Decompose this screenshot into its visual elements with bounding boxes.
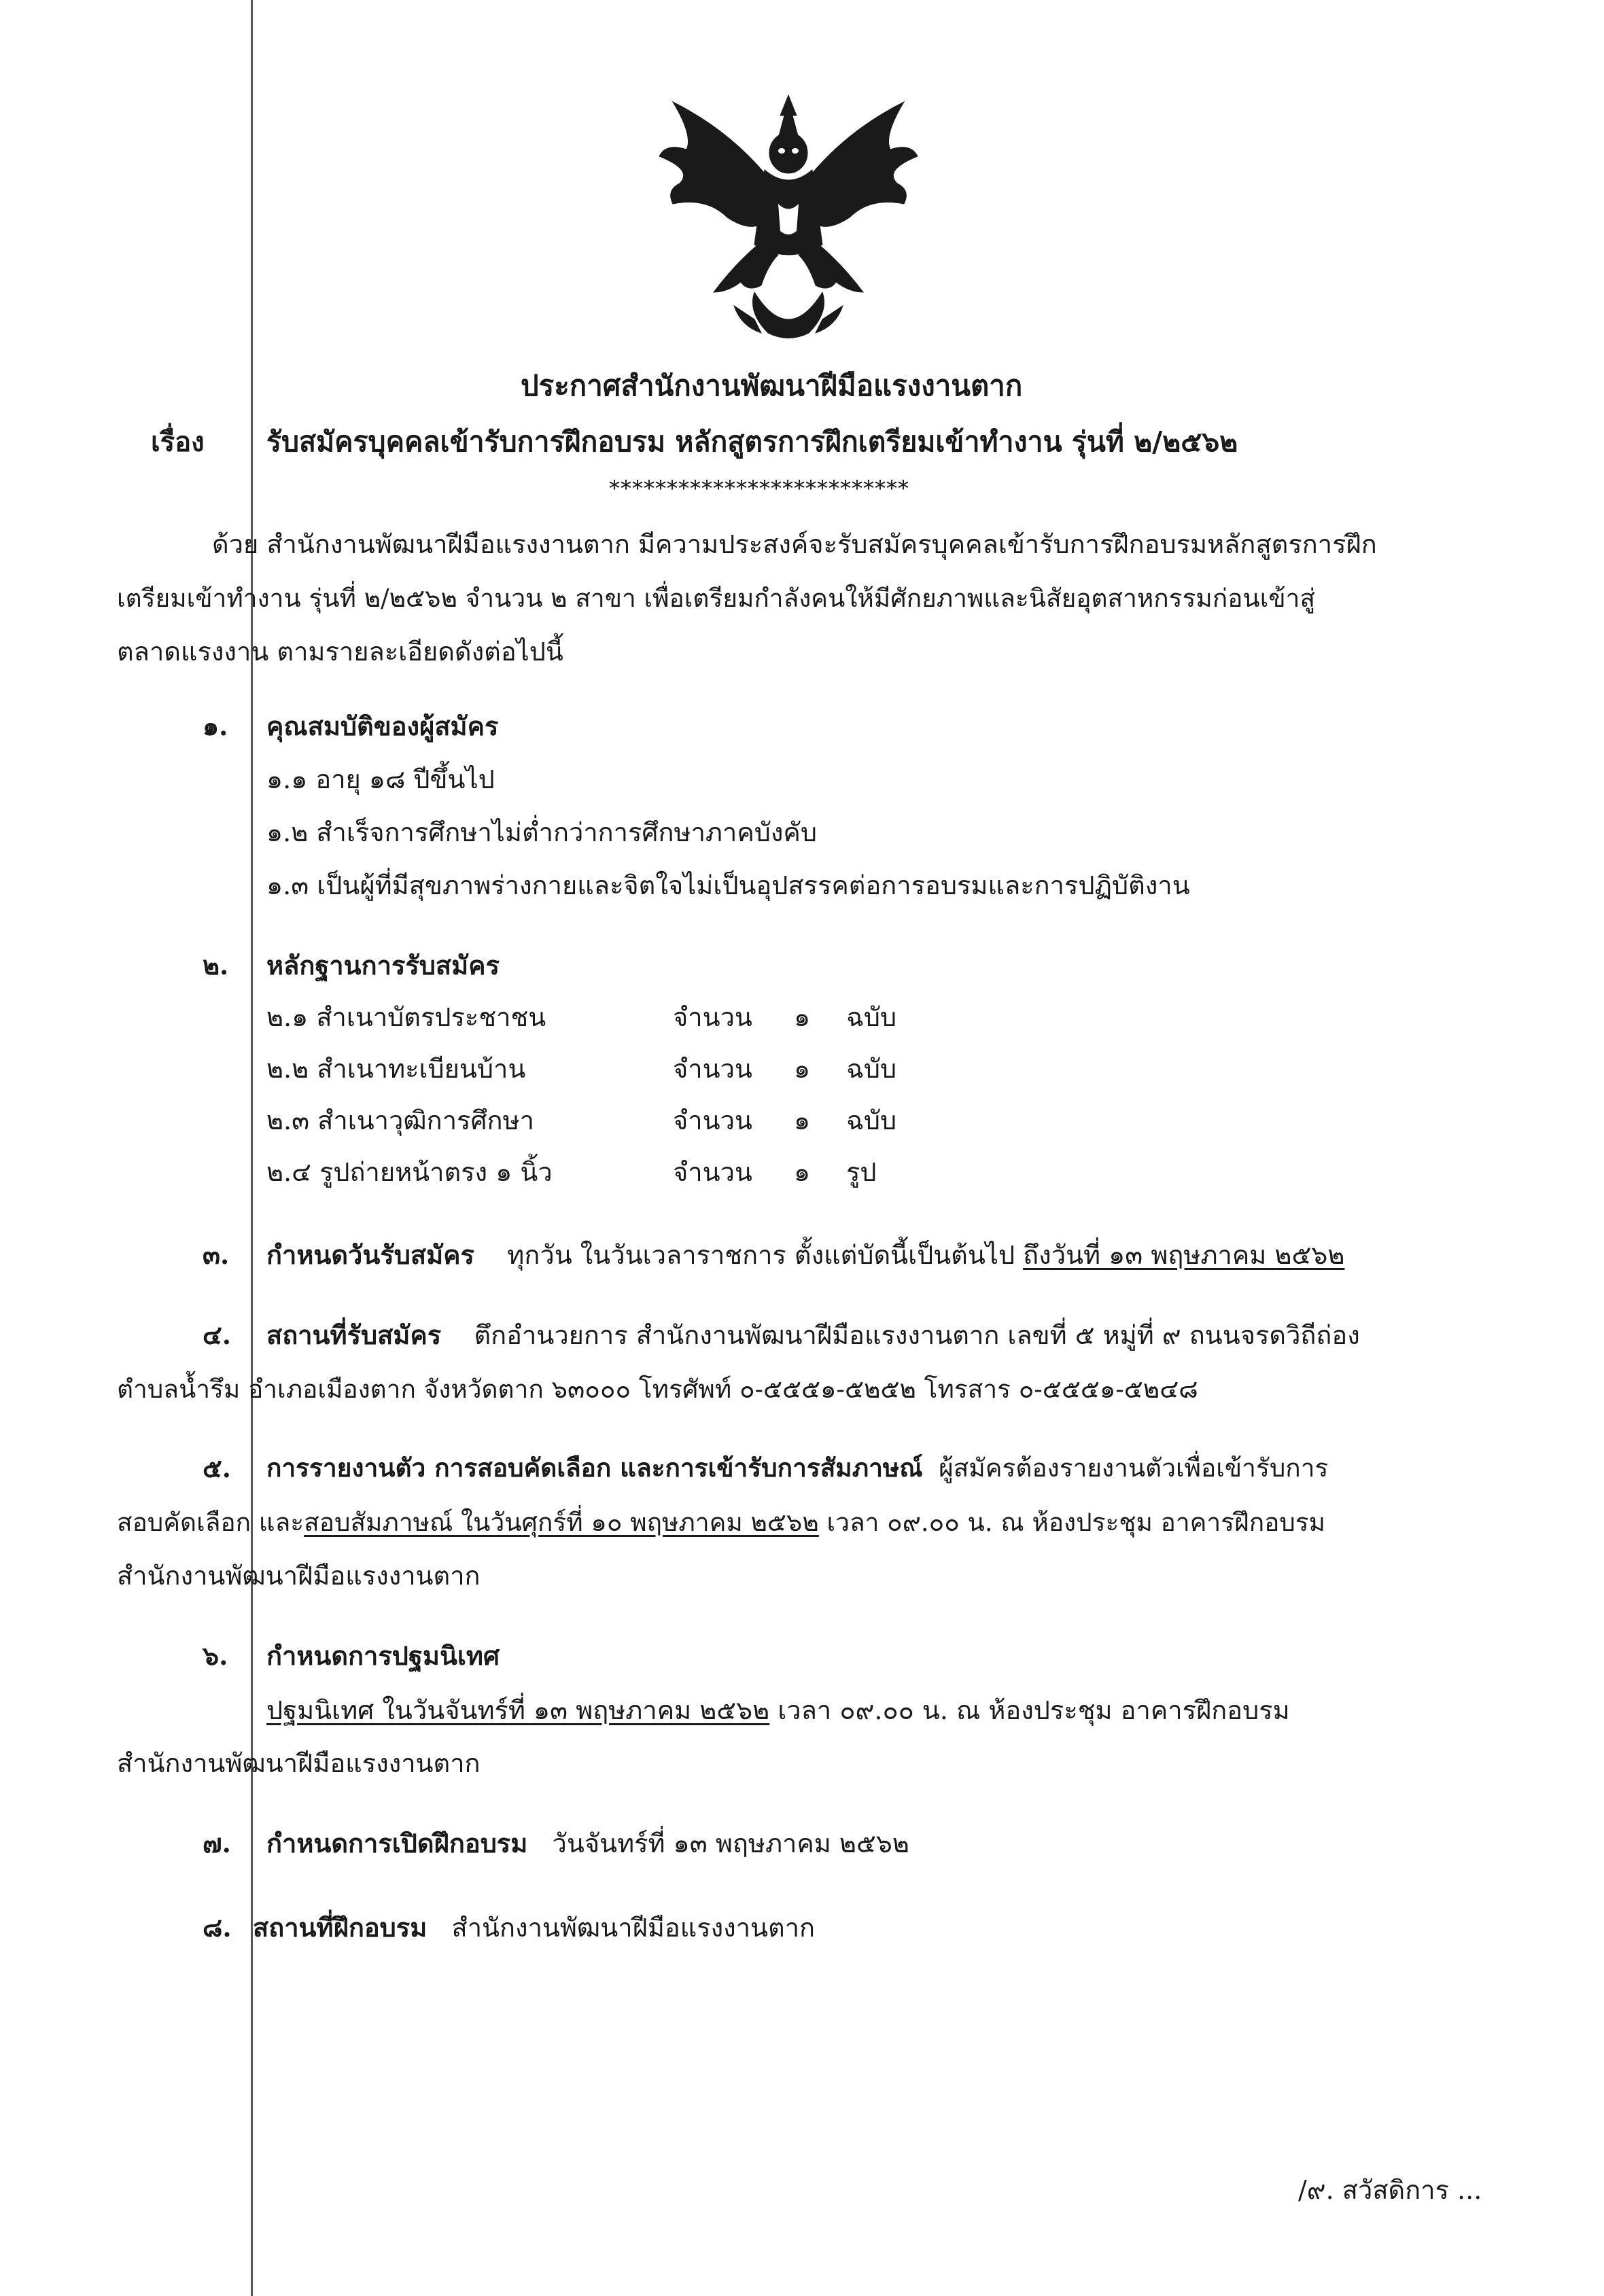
doc-1-qty-label: จำนวน [673, 1002, 752, 1032]
section-4-text: ตึกอำนวยการ สำนักงานพัฒนาฝีมือแรงงานตาก เลขที่ ๕ หมู่ที่ ๙ ถนนจรดวิถีถ่อง [474, 1320, 1360, 1350]
garuda-emblem-icon [652, 88, 924, 347]
section-2-number: ๒. [203, 950, 229, 981]
section-7-line [266, 1828, 909, 1858]
doc-2-unit: ฉบับ [846, 1054, 897, 1084]
doc-1-name: ๒.๑ สำเนาบัตรประชาชน [266, 1002, 546, 1032]
section-6-post: เวลา ๐๙.๐๐ น. ณ ห้องประชุม อาคารฝึกอบรม [769, 1695, 1290, 1725]
section-6-line-1 [266, 1697, 1290, 1723]
scan-artifact-line [251, 0, 253, 2296]
section-7-text: วันจันทร์ที่ ๑๓ พฤษภาคม ๒๕๖๒ [552, 1829, 909, 1858]
doc-4-qty: ๑ [794, 1157, 811, 1187]
section-8-number: ๘. [203, 1912, 232, 1943]
section-6-line-2: สำนักงานพัฒนาฝีมือแรงงานตาก [117, 1748, 481, 1778]
intro-line-2: เตรียมเข้าทำงาน รุ่นที่ ๒/๒๕๖๒ จำนวน ๒ สาขา เพื่อเตรียมกำลังคนให้มีศักยภาพและนิสัยอุตสาหกรรมก่อนเข้าสู่ [117, 584, 1316, 613]
section-1-heading: คุณสมบัติของผู้สมัคร [266, 711, 499, 741]
section-5-text: ผู้สมัครต้องรายงานตัวเพื่อเข้ารับการ [939, 1453, 1329, 1483]
section-4-heading: สถานที่รับสมัคร [266, 1320, 442, 1350]
subject-label: เรื่อง [151, 426, 205, 458]
section-6-orientation-date: ปฐมนิเทศ ในวันจันทร์ที่ ๑๓ พฤษภาคม ๒๕๖๒ [266, 1695, 770, 1725]
section-3-text: ทุกวัน ในวันเวลาราชการ ตั้งแต่บัดนี้เป็นต้นไป [507, 1240, 1015, 1270]
section-6-heading: กำหนดการปฐมนิเทศ [266, 1640, 500, 1671]
doc-4-qty-label: จำนวน [673, 1157, 752, 1187]
section-8-heading: สถานที่ฝึกอบรม [253, 1912, 428, 1943]
intro-line-3: ตลาดแรงงาน ตามรายละเอียดดังต่อไปนี้ [117, 637, 563, 667]
subject-text: รับสมัครบุคคลเข้ารับการฝึกอบรม หลักสูตรการฝึกเตรียมเข้าทำงาน รุ่นที่ ๒/๒๕๖๒ [266, 425, 1238, 458]
section-1-item-1: ๑.๑ อายุ ๑๘ ปีขึ้นไป [266, 764, 495, 794]
announcement-title: ประกาศสำนักงานพัฒนาฝีมือแรงงานตาก [521, 369, 1023, 402]
doc-3-qty: ๑ [794, 1106, 811, 1135]
section-4-line-1 [266, 1322, 1360, 1348]
section-2-heading: หลักฐานการรับสมัคร [266, 950, 500, 981]
section-3-deadline: ถึงวันที่ ๑๓ พฤษภาคม ๒๕๖๒ [1023, 1240, 1345, 1270]
section-3-heading: กำหนดวันรับสมัคร [266, 1239, 474, 1270]
section-8-text: สำนักงานพัฒนาฝีมือแรงงานตาก [451, 1913, 816, 1943]
section-3-line [266, 1239, 1345, 1270]
section-6-number: ๖. [203, 1640, 228, 1671]
doc-2-qty-label: จำนวน [673, 1054, 752, 1084]
section-3-number: ๓. [203, 1239, 230, 1270]
section-1-item-2: ๑.๒ สำเร็จการศึกษาไม่ต่ำกว่าการศึกษาภาคบังคับ [266, 817, 817, 847]
section-1-item-3: ๑.๓ เป็นผู้ที่มีสุขภาพร่างกายและจิตใจไม่เป็นอุปสรรคต่อการอบรมและการปฏิบัติงาน [266, 870, 1190, 900]
section-5-post: เวลา ๐๙.๐๐ น. ณ ห้องประชุม อาคารฝึกอบรม [818, 1508, 1326, 1537]
section-4-number: ๔. [203, 1320, 231, 1350]
section-5-line-3: สำนักงานพัฒนาฝีมือแรงงานตาก [117, 1561, 481, 1591]
doc-2-qty: ๑ [794, 1054, 811, 1084]
section-8-line [253, 1912, 816, 1943]
doc-1-qty: ๑ [794, 1002, 811, 1032]
section-7-heading: กำหนดการเปิดฝึกอบรม [266, 1828, 528, 1858]
doc-3-unit: ฉบับ [846, 1106, 897, 1135]
continuation-note: /๙. สวัสดิการ ... [1298, 2175, 1482, 2205]
section-5-line-1 [266, 1455, 1328, 1481]
section-7-number: ๗. [203, 1828, 231, 1858]
section-5-number: ๕. [203, 1453, 231, 1483]
doc-3-qty-label: จำนวน [673, 1106, 752, 1135]
section-5-line-2 [117, 1510, 1325, 1535]
separator-stars: ************************** [609, 476, 909, 501]
intro-line-1: ด้วย สำนักงานพัฒนาฝีมือแรงงานตาก มีความประสงค์จะรับสมัครบุคคลเข้ารับการฝึกอบรมหลักสูตรการฝึก [212, 529, 1377, 559]
section-5-interview-date: สอบสัมภาษณ์ ในวันศุกร์ที่ ๑๐ พฤษภาคม ๒๕๖๒ [304, 1508, 819, 1537]
doc-2-name: ๒.๒ สำเนาทะเบียนบ้าน [266, 1054, 526, 1084]
section-5-pre: สอบคัดเลือก และ [117, 1508, 304, 1537]
doc-4-unit: รูป [846, 1157, 877, 1187]
doc-1-unit: ฉบับ [846, 1002, 897, 1032]
section-1-number: ๑. [203, 711, 228, 741]
section-4-line-2: ตำบลน้ำรึม อำเภอเมืองตาก จังหวัดตาก ๖๓๐๐๐ โทรศัพท์ ๐-๕๕๕๑-๕๒๕๒ โทรสาร ๐-๕๕๕๑-๕๒๔๘ [117, 1375, 1198, 1404]
section-5-heading: การรายงานตัว การสอบคัดเลือก และการเข้ารับการสัมภาษณ์ [266, 1453, 923, 1483]
doc-3-name: ๒.๓ สำเนาวุฒิการศึกษา [266, 1106, 534, 1135]
doc-4-name: ๒.๔ รูปถ่ายหน้าตรง ๑ นิ้ว [266, 1157, 553, 1187]
